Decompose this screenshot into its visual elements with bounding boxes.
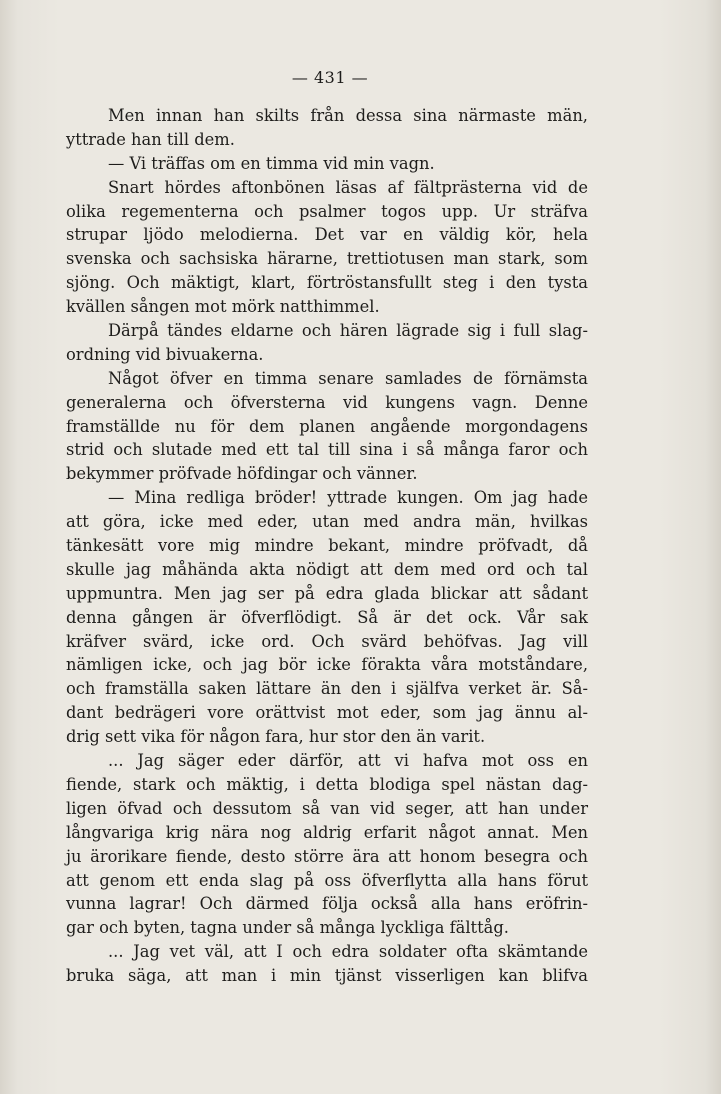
text-line: framställde nu för dem planen angående morgondagens bbox=[66, 416, 588, 436]
text-line: ordning vid bivuakerna. bbox=[66, 344, 264, 364]
text-line: olika regementerna och psalmer togos upp. Ur sträfva bbox=[66, 201, 588, 221]
text-line: kräfver svärd, icke ord. Och svärd behöfvas. Jag vill bbox=[66, 631, 588, 651]
text-line: att göra, icke med eder, utan med andra män, hvilkas bbox=[66, 512, 588, 532]
text-line: bruka säga, att man i min tjänst visserligen kan blifva bbox=[66, 966, 588, 986]
text-line: Men innan han skilts från dessa sina närmaste män, bbox=[108, 106, 588, 125]
text-line: drig sett vika för någon fara, hur stor den än varit. bbox=[66, 727, 486, 747]
text-line: strupar ljödo melodierna. Det var en väldig kör, hela bbox=[66, 225, 588, 245]
text-line: ju ärorikare fiende, desto större ära att honom besegra och bbox=[66, 846, 588, 866]
text-line: Därpå tändes eldarne och hären lägrade sig i full slag- bbox=[108, 321, 588, 341]
text-line: sjöng. Och mäktigt, klart, förtröstansfullt steg i den tysta bbox=[66, 273, 588, 293]
page-number: — 431 — bbox=[291, 68, 369, 87]
text-line: att genom ett enda slag på oss öfverflytta alla hans förut bbox=[66, 870, 588, 890]
text-line: Något öfver en timma senare samlades de förnämsta bbox=[108, 368, 588, 388]
text-line: nämligen icke, och jag bör icke förakta våra motståndare, bbox=[66, 655, 588, 675]
text-line: uppmuntra. Men jag ser på edra glada blickar att sådant bbox=[66, 583, 588, 603]
text-line: svenska och sachsiska härarne, trettiotusen man stark, som bbox=[66, 249, 588, 269]
text-line: — Vi träffas om en timma vid min vagn. bbox=[108, 153, 435, 173]
text-line: ... Jag vet väl, att I och edra soldater ofta skämtande bbox=[108, 942, 588, 962]
text-line: och framställa saken lättare än den i själfva verket är. Så- bbox=[66, 679, 588, 699]
text-line: strid och slutade med ett tal till sina i så många faror och bbox=[66, 440, 588, 460]
text-line: fiende, stark och mäktig, i detta blodiga spel nästan dag- bbox=[66, 774, 588, 794]
text-line: långvariga krig nära nog aldrig erfarit något annat. Men bbox=[66, 822, 588, 842]
text-line: kvällen sången mot mörk natthimmel. bbox=[66, 297, 380, 317]
text-line: generalerna och öfversterna vid kungens vagn. Denne bbox=[66, 392, 588, 412]
text-line: vunna lagrar! Och därmed följa också alla hans eröfrin- bbox=[66, 894, 588, 914]
text-line: skulle jag måhända akta nödigt att dem med ord och tal bbox=[66, 559, 588, 579]
text-line: ligen öfvad och dessutom så van vid seger, att han under bbox=[66, 798, 588, 818]
text-line: ... Jag säger eder därför, att vi hafva mot oss en bbox=[108, 751, 588, 771]
text-line: bekymmer pröfvade höfdingar och vänner. bbox=[66, 464, 418, 484]
text-line: — Mina redliga bröder! yttrade kungen. Om jag hade bbox=[108, 488, 588, 508]
text-line: yttrade han till dem. bbox=[66, 129, 235, 149]
text-line: Snart hördes aftonbönen läsas af fältprästerna vid de bbox=[108, 177, 588, 197]
text-line: gar och byten, tagna under så många lyckliga fälttåg. bbox=[66, 918, 509, 938]
body-text bbox=[66, 104, 588, 988]
text-line: denna gången är öfverflödigt. Så är det ock. Vår sak bbox=[66, 607, 588, 627]
text-line: dant bedrägeri vore orättvist mot eder, som jag ännu al- bbox=[66, 703, 588, 723]
text-line: tänkesätt vore mig mindre bekant, mindre pröfvadt, då bbox=[66, 536, 588, 556]
